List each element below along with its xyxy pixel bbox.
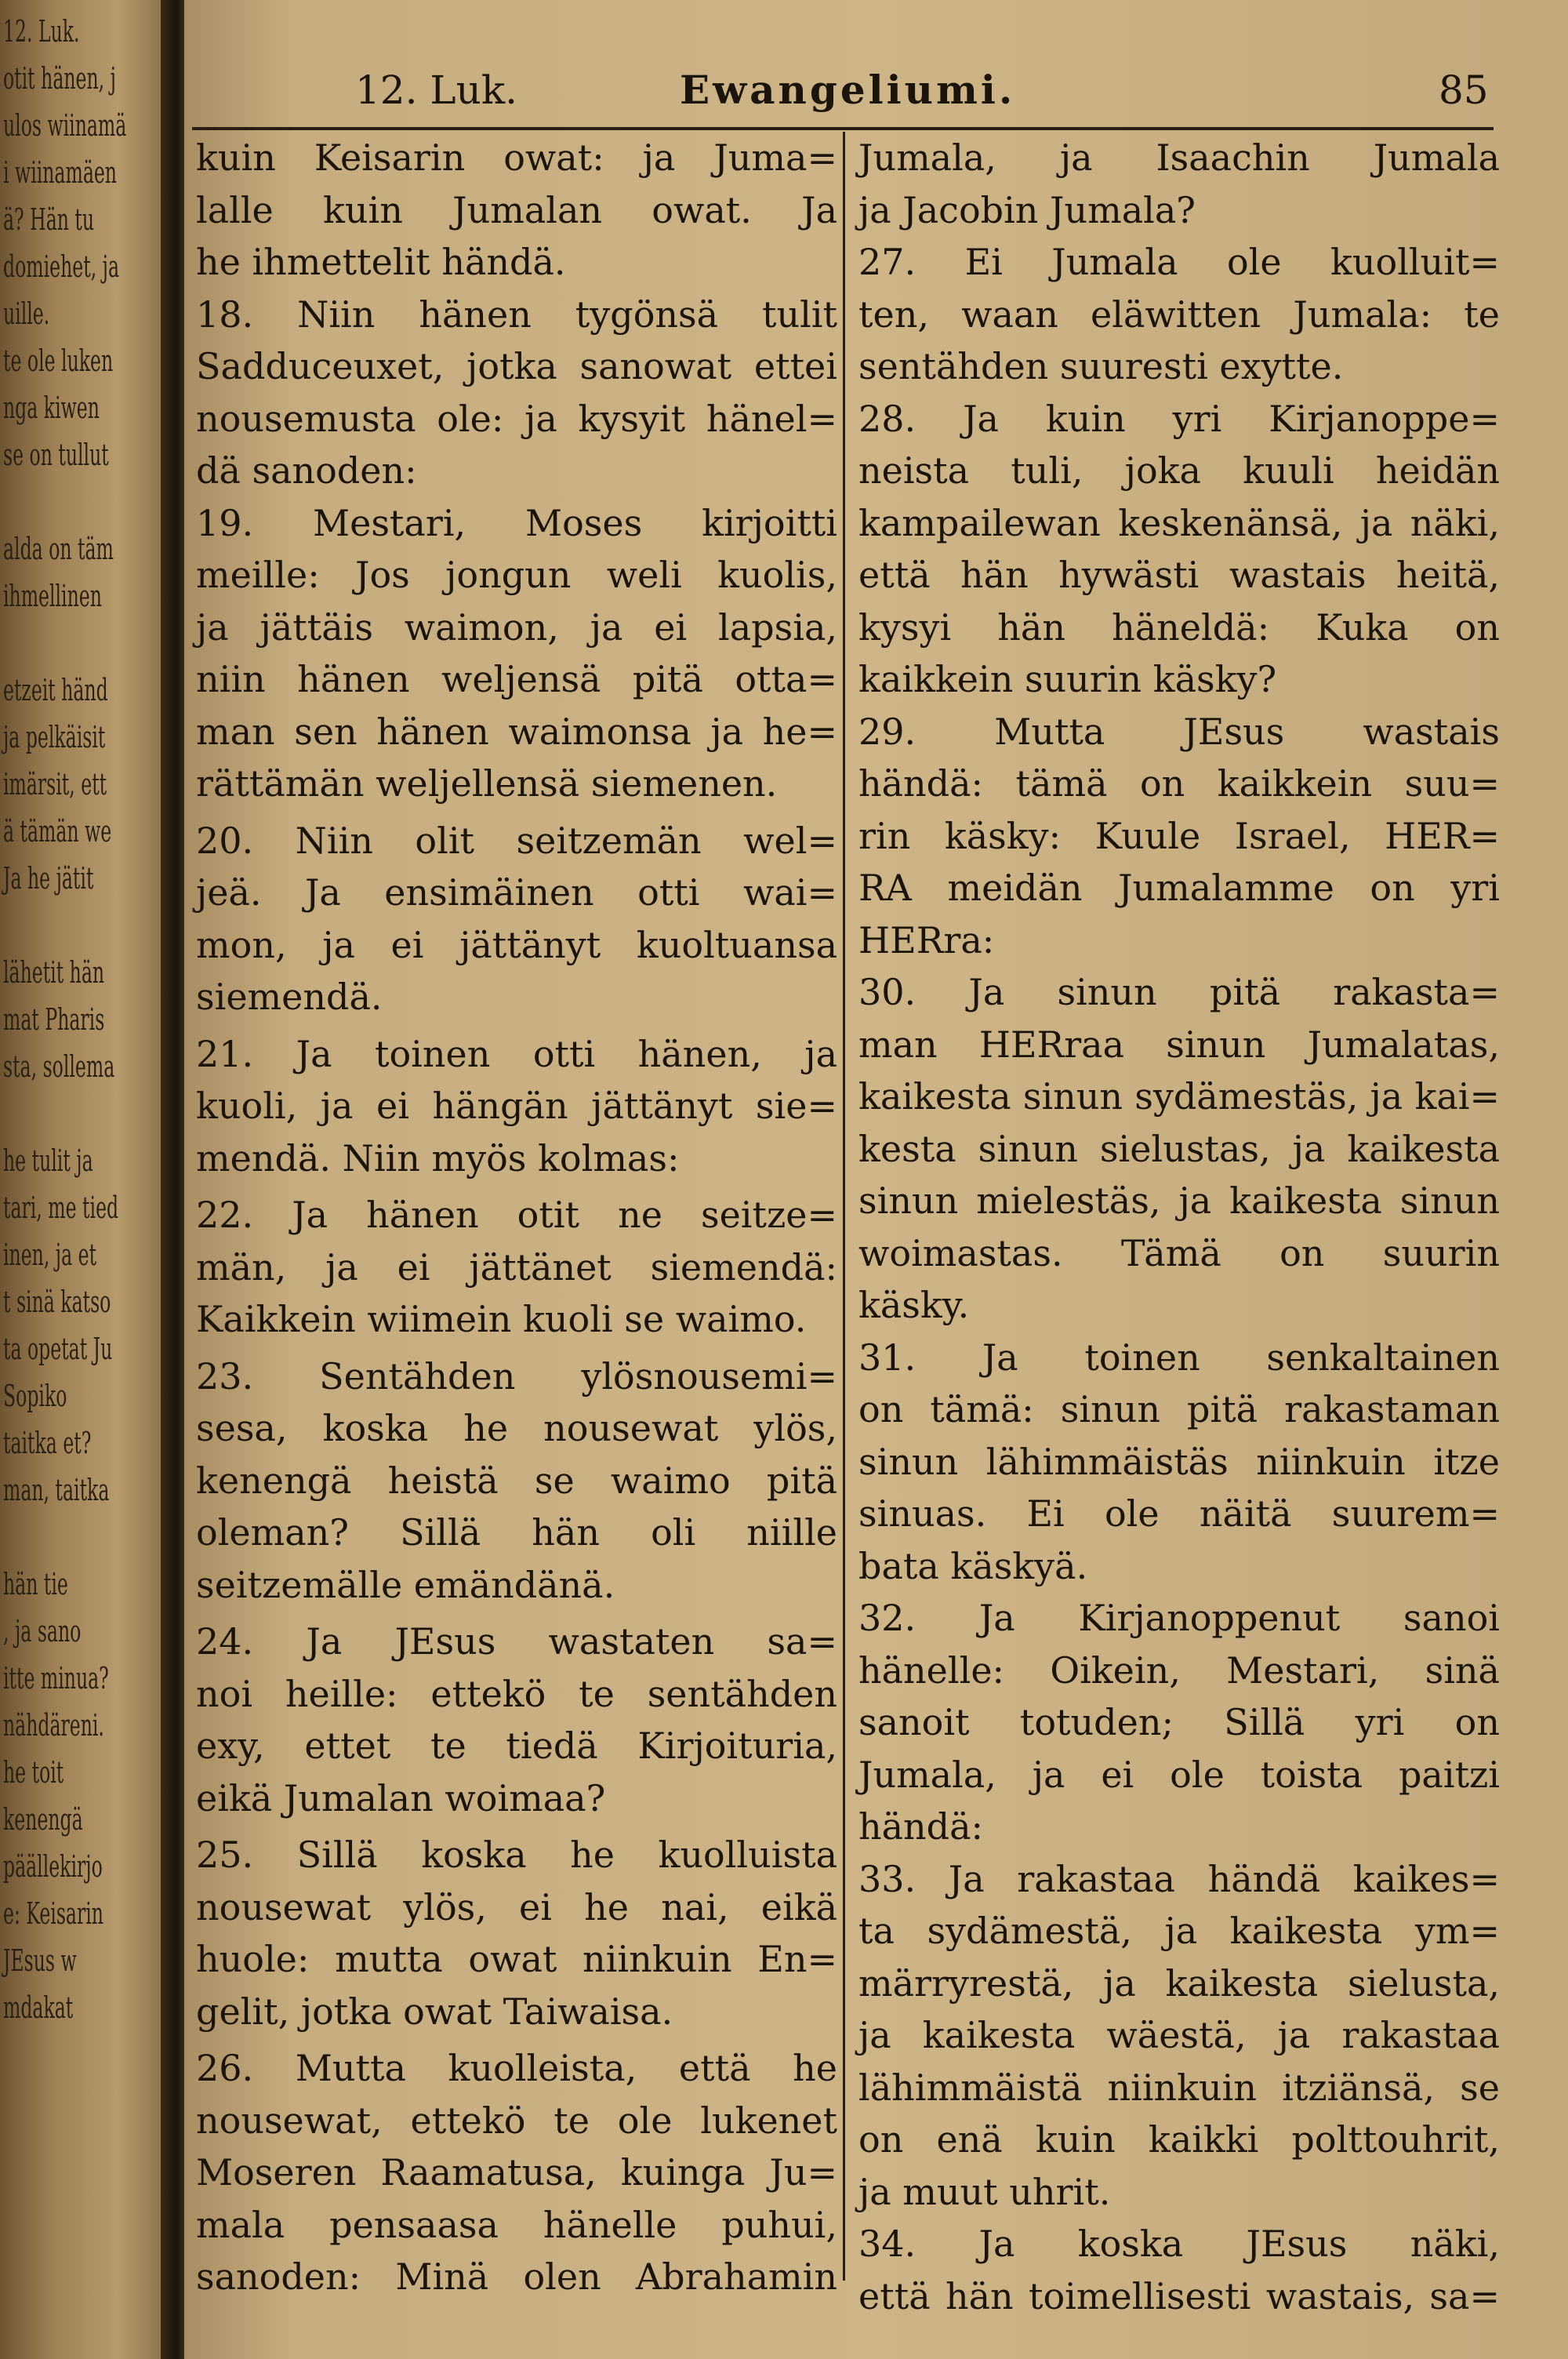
text-line: kenengä heistä se waimo pitä (196, 1459, 837, 1502)
text-line: kuoli, ja ei hängän jättänyt sie= (196, 1085, 837, 1127)
text-line: bata käskyä. (858, 1544, 1088, 1587)
text-line: mon, ja ei jättänyt kuoltuansa (196, 923, 837, 966)
text-line: ten, waan eläwitten Jumala: te (858, 293, 1500, 336)
text-line: Jumala, ja Isaachin Jumala (858, 136, 1500, 179)
previous-page-line: otit hänen, j (3, 61, 116, 96)
previous-page-line: ä tämän we (3, 814, 112, 849)
text-line: neista tuli, joka kuuli heidän (858, 449, 1500, 492)
previous-page-line: päällekirjo (3, 1849, 103, 1884)
previous-page-line: 12. Luk. (3, 14, 80, 49)
text-line: nousewat, ettekö te ole lukenet (196, 2099, 837, 2142)
text-line: ta sydämestä, ja kaikesta ym= (858, 1910, 1500, 1952)
text-line: 24. Ja JEsus wastaten sa= (196, 1620, 837, 1663)
text-line: huole: mutta owat niinkuin En= (196, 1938, 837, 1980)
previous-page-line: ihmellinen (3, 579, 102, 613)
previous-page-line: lähetit hän (3, 955, 105, 990)
text-line: 21. Ja toinen otti hänen, ja (196, 1032, 837, 1075)
text-line: ja Jacobin Jumala? (858, 188, 1196, 231)
text-line: woimastas. Tämä on suurin (858, 1231, 1500, 1274)
text-line: män, ja ei jättänet siemendä: (196, 1245, 837, 1289)
previous-page-line: man, taitka (3, 1473, 110, 1507)
text-line: rättämän weljellensä siemenen. (196, 762, 778, 805)
text-line: että hän hywästi wastais heitä, (858, 554, 1500, 596)
text-line: gelit, jotka owat Taiwaisa. (196, 1990, 673, 2033)
text-line: 33. Ja rakastaa händä kaikes= (858, 1857, 1500, 1900)
page-number: 85 (1439, 67, 1489, 113)
text-line: lähimmäistä niinkuin itziänsä, se (858, 2066, 1500, 2109)
previous-page-line: kenengä (3, 1802, 83, 1837)
text-line: oleman? Sillä hän oli niille (196, 1511, 837, 1554)
text-line: meille: Jos jongun weli kuolis, (196, 554, 837, 596)
previous-page-line: domiehet, ja (3, 249, 120, 284)
text-line: ja muut uhrit. (858, 2170, 1111, 2213)
text-line: Moseren Raamatusa, kuinga Ju= (196, 2151, 837, 2194)
text-line: 20. Niin olit seitzemän wel= (196, 819, 837, 862)
previous-page-line: mat Pharis (3, 1002, 105, 1037)
text-line: nousemusta ole: ja kysyit hänel= (196, 397, 837, 440)
text-line: mala pensaasa hänelle puhui, (196, 2203, 837, 2246)
text-line: hänelle: Oikein, Mestari, sinä (858, 1648, 1500, 1692)
text-line: nousewat ylös, ei he nai, eikä (196, 1885, 837, 1928)
text-line: jeä. Ja ensimäinen otti wai= (196, 871, 837, 914)
header-rule (192, 127, 1494, 130)
text-line: sentähden suuresti exytte. (858, 345, 1344, 387)
previous-page-line: etzeit händ (3, 673, 108, 707)
running-header (184, 59, 1501, 122)
previous-page-line (3, 1090, 100, 1137)
text-line: 25. Sillä koska he kuolluista (196, 1834, 837, 1876)
text-line: sesa, koska he nousewat ylös, (196, 1407, 837, 1449)
previous-page-line: hän tie (3, 1567, 68, 1601)
text-line: händä: (858, 1805, 984, 1848)
text-line: 19. Mestari, Moses kirjoitti (196, 501, 837, 544)
text-line: 18. Niin hänen tygönsä tulit (196, 293, 837, 336)
text-line: kysyi hän häneldä: Kuka on (858, 605, 1500, 649)
chapter-heading: 12. Luk. (355, 67, 518, 113)
previous-page-line: sta, sollema (3, 1049, 115, 1084)
text-line: Sadduceuxet, jotka sanowat ettei (196, 345, 837, 387)
previous-page-line: imärsit, ett (3, 767, 107, 801)
previous-page-line: ta opetat Ju (3, 1332, 113, 1366)
text-line: niin hänen weljensä pitä otta= (196, 658, 837, 700)
text-line: dä sanoden: (196, 449, 417, 492)
previous-page-line: e: Keisarin (3, 1896, 103, 1931)
text-line: kesta sinun sielustas, ja kaikesta (858, 1127, 1500, 1170)
text-line: ja jättäis waimon, ja ei lapsia, (196, 605, 837, 649)
text-line: rin käsky: Kuule Israel, HER= (858, 814, 1500, 857)
previous-page-line: ulos wiinamä (3, 108, 127, 143)
text-line: seitzemälle emändänä. (196, 1563, 615, 1606)
previous-page-line (3, 620, 100, 667)
previous-page-line: itte minua? (3, 1661, 109, 1696)
text-line: man sen hänen waimonsa ja he= (196, 710, 837, 753)
text-line: händä: tämä on kaikkein suu= (858, 762, 1500, 805)
text-line: että hän toimellisesti wastais, sa= (858, 2274, 1500, 2317)
page (184, 0, 1568, 2359)
text-line: ja kaikesta wäestä, ja rakastaa (858, 2014, 1500, 2056)
text-line: 30. Ja sinun pitä rakasta= (858, 971, 1500, 1013)
previous-page-line: ä? Hän tu (3, 202, 95, 237)
text-line: 27. Ei Jumala ole kuolluit= (858, 241, 1500, 283)
left-column (196, 132, 837, 2303)
text-line: 29. Mutta JEsus wastais (858, 710, 1500, 753)
previous-page-line (3, 902, 100, 949)
text-line: 28. Ja kuin yri Kirjanoppe= (858, 397, 1500, 440)
text-line: 31. Ja toinen senkaltainen (858, 1336, 1500, 1379)
previous-page-line: te ole luken (3, 343, 114, 378)
text-line: Jumala, ja ei ole toista paitzi (858, 1753, 1500, 1796)
previous-page-line: Ja he jätit (3, 861, 94, 896)
text-line: sinun lähimmäistäs niinkuin itze (858, 1440, 1500, 1483)
column-divider (843, 132, 845, 2281)
text-line: man HERraa sinun Jumalatas, (858, 1023, 1500, 1066)
previous-page-text (3, 8, 160, 2031)
book-title: Ewangeliumi. (680, 67, 1016, 113)
previous-page-line: JEsus w (3, 1943, 77, 1978)
text-line: 22. Ja hänen otit ne seitze= (196, 1194, 837, 1236)
text-line: eikä Jumalan woimaa? (196, 1776, 606, 1819)
text-line: Kaikkein wiimein kuoli se waimo. (196, 1298, 807, 1340)
text-line: sinuas. Ei ole näitä suurem= (858, 1492, 1500, 1535)
text-line: on enä kuin kaikki polttouhrit, (858, 2118, 1500, 2161)
previous-page-line: Sopiko (3, 1379, 67, 1413)
text-line: lalle kuin Jumalan owat. Ja (196, 188, 837, 231)
previous-page-line (3, 1514, 100, 1561)
text-line: on tämä: sinun pitä rakastaman (858, 1388, 1500, 1430)
text-line: 34. Ja koska JEsus näki, (858, 2223, 1500, 2265)
text-line: käsky. (858, 1284, 970, 1326)
text-line: 32. Ja Kirjanoppenut sanoi (858, 1597, 1500, 1639)
previous-page-line: taitka et? (3, 1426, 92, 1460)
previous-page-line: alda on täm (3, 532, 114, 566)
text-line: sanoden: Minä olen Abrahamin (196, 2255, 837, 2298)
text-line: siemendä. (196, 976, 383, 1018)
text-line: HERra: (858, 918, 995, 961)
text-line: 23. Sentähden ylösnousemi= (196, 1354, 837, 1398)
previous-page-line: nähdäreni. (3, 1708, 104, 1743)
previous-page-line: he toit (3, 1755, 64, 1790)
previous-page-line: he tulit ja (3, 1143, 93, 1178)
previous-page-line: t sinä katso (3, 1285, 111, 1319)
text-line: exy, ettet te tiedä Kirjoituria, (196, 1725, 837, 1767)
text-line: noi heille: ettekö te sentähden (196, 1672, 837, 1715)
text-line: sanoit totuden; Sillä yri on (858, 1701, 1500, 1743)
previous-page-line: nga kiwen (3, 391, 100, 425)
text-line: kuin Keisarin owat: ja Juma= (196, 136, 837, 179)
right-column (858, 132, 1500, 2322)
previous-page-line: inen, ja et (3, 1238, 97, 1272)
previous-page-line: ja pelkäisit (3, 720, 106, 754)
previous-page-line: i wiinamäen (3, 155, 117, 190)
text-line: he ihmettelit händä. (196, 241, 566, 283)
previous-page-line: tari, me tied (3, 1190, 119, 1225)
previous-page-line (3, 478, 100, 525)
previous-page-line: , ja sano (3, 1614, 82, 1648)
text-line: 26. Mutta kuolleista, että he (196, 2047, 837, 2089)
previous-page-line: uille. (3, 296, 50, 331)
previous-page-edge (0, 0, 169, 2359)
text-line: märryrestä, ja kaikesta sielusta, (858, 1961, 1500, 2005)
previous-page-line: se on tullut (3, 438, 109, 472)
text-line: sinun mielestäs, ja kaikesta sinun (858, 1180, 1500, 1222)
text-line: kampailewan keskenänsä, ja näki, (858, 501, 1500, 544)
text-line: mendä. Niin myös kolmas: (196, 1136, 680, 1180)
text-line: kaikesta sinun sydämestäs, ja kai= (858, 1075, 1500, 1118)
previous-page-line: mdakat (3, 1990, 74, 2025)
text-line: RA meidän Jumalamme on yri (858, 867, 1500, 909)
text-line: kaikkein suurin käsky? (858, 658, 1277, 700)
